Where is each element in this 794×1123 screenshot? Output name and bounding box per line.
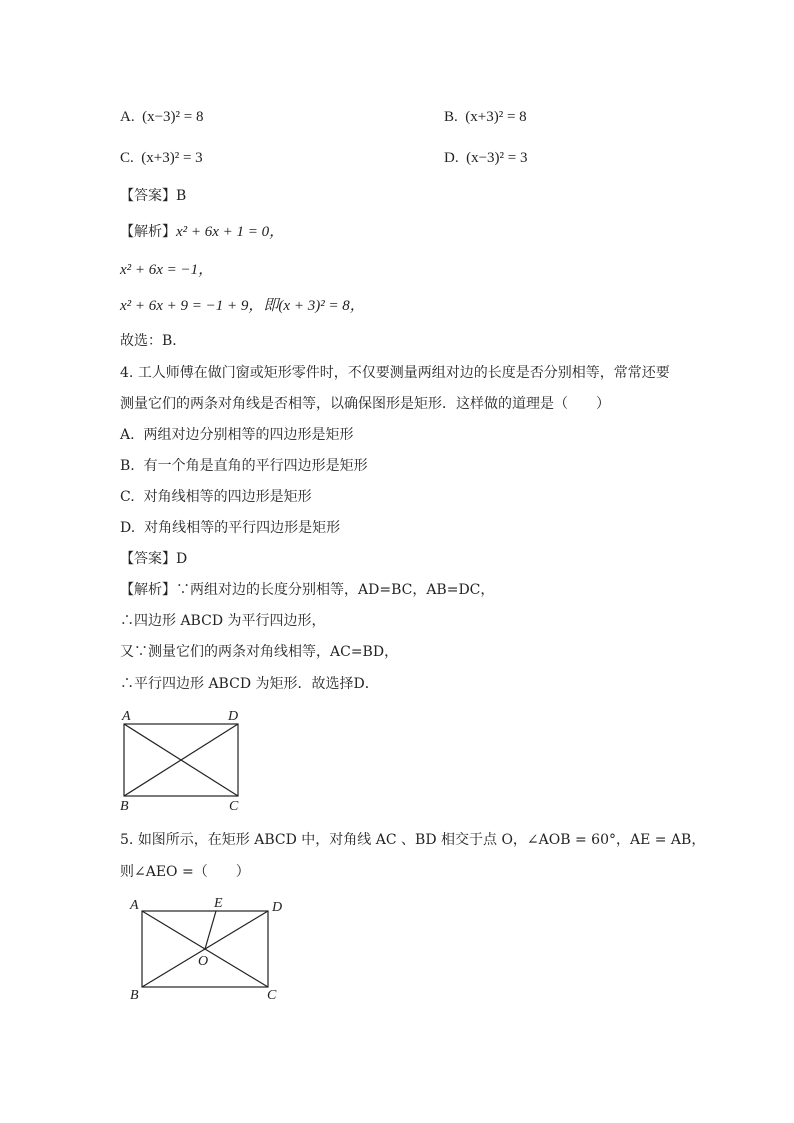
q4-stem-line2: 测量它们的两条对角线是否相等，以确保图形是矩形．这样做的道理是（ ） — [120, 396, 610, 412]
q4-option-b: B. 有一个角是直角的平行四边形是矩形 — [120, 458, 368, 474]
q4-analysis-4: ∴平行四边形 ABCD 为矩形．故选择D． — [120, 676, 379, 692]
q4-analysis-1: 【解析】∵两组对边的长度分别相等，AD=BC，AB=DC， — [120, 582, 495, 598]
q4-stem-line1: 4. 工人师傅在做门窗或矩形零件时，不仅要测量两组对边的长度是否分别相等，常常还要 — [120, 365, 670, 381]
q5-label-e: E — [214, 896, 223, 911]
q4-label-b: B — [120, 799, 129, 814]
q5-stem-line2: 则∠AEO =（ ） — [120, 864, 250, 880]
q3-option-b: B. (x+3)² = 8 — [444, 109, 527, 125]
q4-answer: 【答案】D — [120, 551, 188, 567]
q5-stem-line1: 5. 如图所示，在矩形 ABCD 中，对角线 AC 、BD 相交于点 O，∠AOB = 60°，AE = AB， — [120, 832, 706, 848]
q3-analysis: 【解析】x² + 6x + 1 = 0， — [120, 224, 285, 240]
q5-label-b: B — [130, 988, 139, 1003]
q3-option-d: D. (x−3)² = 3 — [444, 150, 528, 166]
q3-step-3: x² + 6x + 9 = −1 + 9，即(x + 3)² = 8， — [120, 298, 365, 314]
q4-label-d: D — [228, 709, 239, 724]
q3-step-2: x² + 6x = −1， — [120, 262, 214, 278]
q5-label-o: O — [198, 954, 209, 969]
q3-option-c: C. (x+3)² = 3 — [120, 150, 203, 166]
q5-label-a: A — [130, 898, 139, 913]
q5-rectangle-figure — [122, 893, 294, 1005]
q4-rectangle-figure — [110, 704, 260, 816]
q4-analysis-2: ∴四边形 ABCD 为平行四边形， — [120, 613, 326, 629]
q5-label-c: C — [267, 988, 277, 1003]
q4-label-c: C — [229, 799, 239, 814]
q4-option-c: C. 对角线相等的四边形是矩形 — [120, 489, 312, 505]
q5-label-d: D — [272, 900, 283, 915]
q4-option-a: A. 两组对边分别相等的四边形是矩形 — [120, 427, 354, 443]
q3-conclusion: 故选：B． — [120, 333, 187, 349]
q3-answer: 【答案】B — [120, 188, 187, 204]
q4-analysis-3: 又∵测量它们的两条对角线相等，AC=BD， — [120, 644, 399, 660]
q3-option-a: A. (x−3)² = 8 — [120, 109, 204, 125]
q4-label-a: A — [122, 709, 131, 724]
q4-option-d: D. 对角线相等的平行四边形是矩形 — [120, 520, 341, 536]
